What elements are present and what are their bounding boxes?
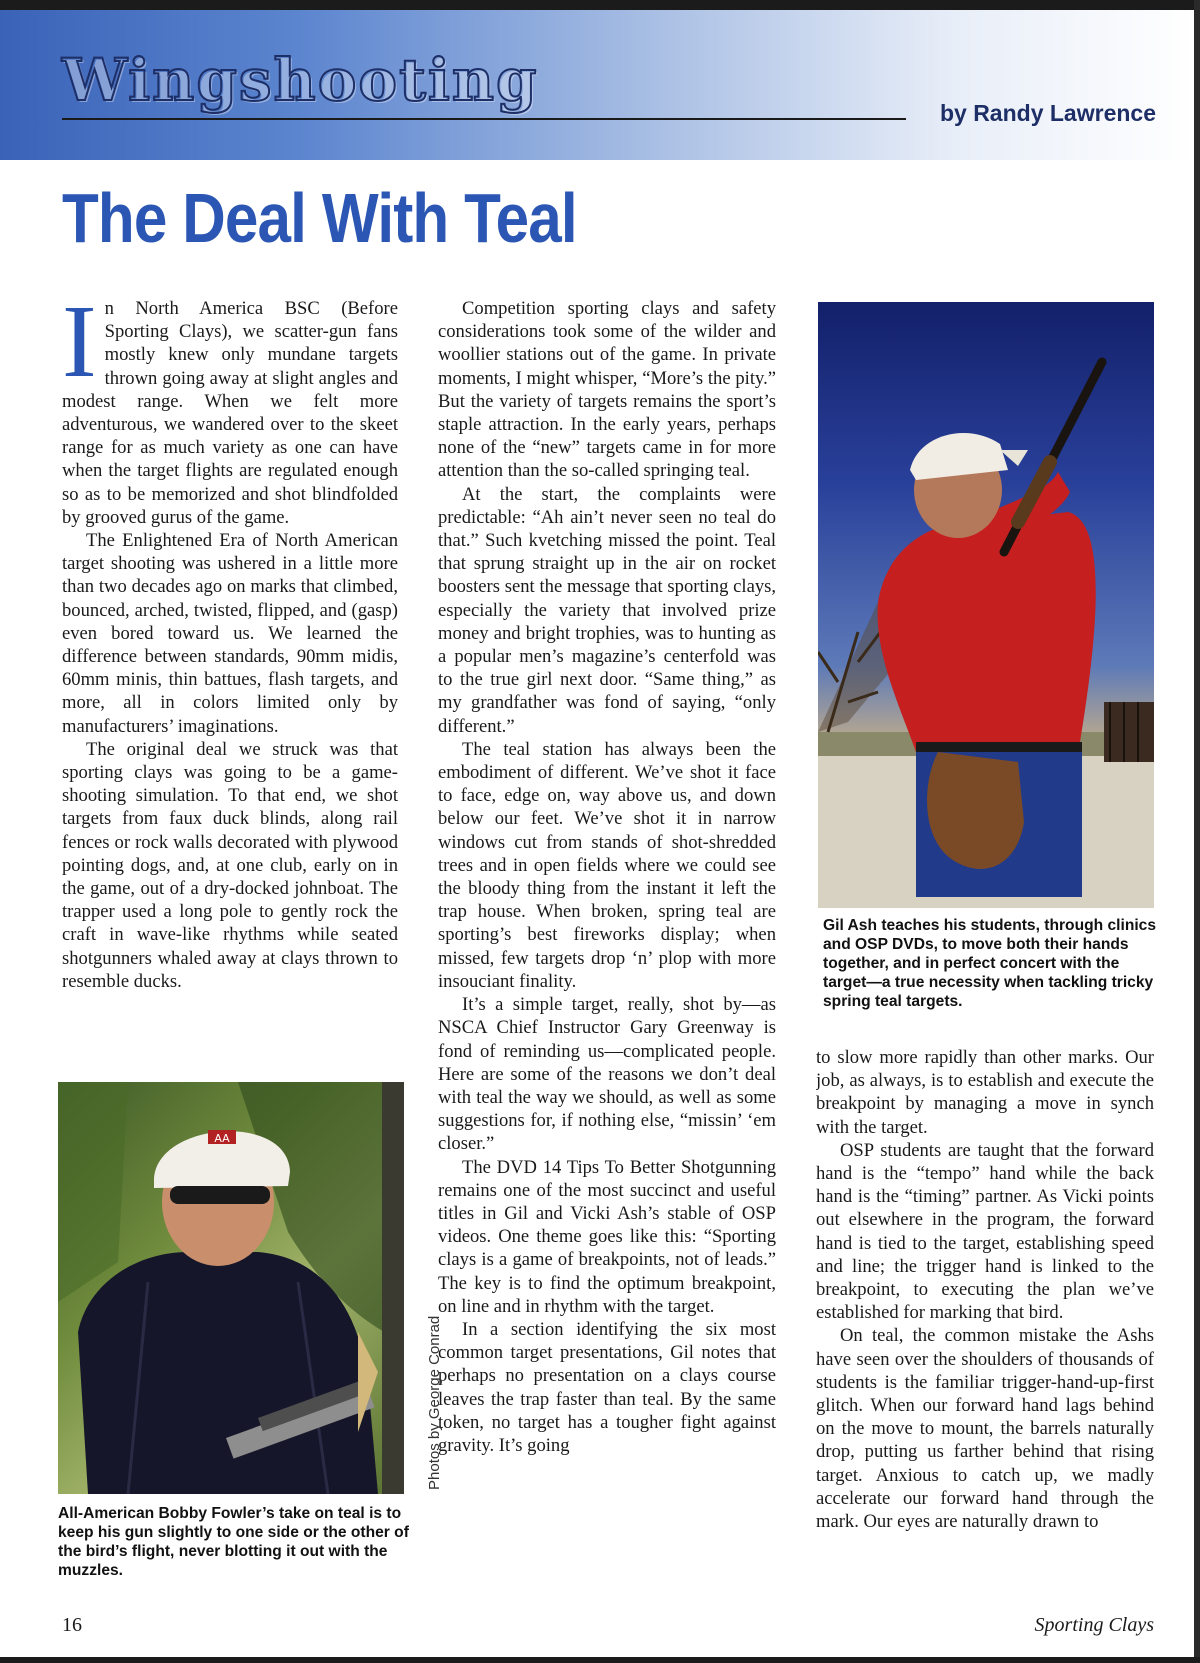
cap-logo: AA	[214, 1132, 230, 1145]
photo-bobby-fowler	[58, 1082, 404, 1494]
page-top-edge	[0, 0, 1200, 10]
article-column-2	[438, 297, 776, 1577]
photo-caption-right: Gil Ash teaches his students, through clinics and OSP DVDs, to move both their hands together, and in perfect concert with the target—a true necessity when tackling tricky spring teal targets.	[823, 917, 1157, 1010]
page-number: 16	[62, 1614, 82, 1636]
article-column-3	[816, 1046, 1154, 1584]
photo-caption-left: All-American Bobby Fowler’s take on teal is to keep his gun slightly to one side or the other of the bird’s flight, never blotting it out with the muzzles.	[58, 1505, 409, 1579]
paragraph: The original deal we struck was that sporting clays was going to be a game-shooting simulation. To that end, we shot targets from faux duck blinds, along rail fences or rock walls decorated with plywood pointing dogs, and, at one club, early on in the game, out of a dry-docked johnboat. The trapper used a long pole to gently rock the craft in wave-like rhythms while seated shotgunners whaled away at clays thrown to resemble ducks.	[62, 738, 398, 992]
paragraph: to slow more rapidly than other marks. Our job, as always, is to establish and execute the breakpoint by managing a move in synch with the target.	[816, 1047, 1154, 1138]
paragraph: It’s a simple target, really, shot by—as NSCA Chief Instructor Gary Greenway is fond of reminding us—complicated people. Here are some of the reasons we don’t deal with teal the way we should, as well as some suggestions for, if nothing else, “missin’ ‘em closer.”	[438, 994, 776, 1155]
paragraph: The DVD 14 Tips To Better Shotgunning remains one of the most succinct and useful titles in Gil and Vicki Ash’s stable of OSP videos. One theme goes like this: “Sporting clays is a game of breakpoints, not of leads.” The key is to find the optimum breakpoint, on line and in rhythm with the target.	[438, 1156, 776, 1317]
article-title: The Deal With Teal	[62, 179, 577, 257]
section-title: Wingshooting	[62, 46, 539, 114]
byline: by Randy Lawrence	[939, 100, 1156, 126]
paragraph: The Enlightened Era of North American target shooting was ushered in a little more than two decades ago on marks that climbed, bounced, arched, twisted, flipped, and (gasp) even bored toward us. We learned the difference between standards, 90mm midis, 60mm minis, thin battues, flash targets, and more, all in colors limited only by manufacturers’ imaginations.	[62, 530, 398, 737]
page-bottom-edge	[0, 1657, 1200, 1663]
article-column-1	[62, 297, 398, 1069]
paragraph: Competition sporting clays and safety considerations took some of the wilder and woollier stations out of the game. In private moments, I might whisper, “More’s the pity.” But the variety of targets remains the sport’s staple attraction. In the early years, perhaps none of the “new” targets came in for more attention than the so-called springing teal.	[438, 298, 776, 482]
paragraph: In a section identifying the six most common target presentations, Gil notes that perhaps no presentation on a clays course leaves the trap faster than teal. By the same token, no target has a tougher fight against gravity. It’s going	[438, 1318, 776, 1456]
paragraph: In North America BSC (Before Sporting Clays), we scatter-gun fans mostly knew only mundane targets thrown going away at slight angles and modest range. When we felt more adventurous, we wandered over to the skeet range for as much variety as one can have when the target flights are regulated enough so as to be memorized and shot blindfolded by grooved gurus of the game.	[62, 297, 398, 528]
photo-gil-ash-illustration	[818, 302, 1154, 908]
photo-bobby-fowler-illustration	[58, 1082, 404, 1494]
paragraph: On teal, the common mistake the Ashs have seen over the shoulders of thousands of students is the familiar trigger-hand-up-first glitch. When our forward hand lags behind on the move to mount, the barrels naturally drop, putting us farther behind that rising target. Anxious to catch up, we madly accelerate our forward hand through the mark. Our eyes are naturally drawn to	[816, 1325, 1154, 1533]
header-rule	[62, 118, 906, 120]
photo-credit: Photos by George Conrad	[426, 1315, 443, 1490]
photo-gil-ash-shooting	[818, 302, 1154, 908]
paragraph: At the start, the complaints were predictable: “Ah ain’t never seen no teal do that.” Such kvetching missed the point. Teal that sprung straight up in the air on rocket boosters sent the message that sporting clays, especially the variety that involved prize money and bright trophies, was to hunting as a popular men’s magazine’s centerfold was to the true girl next door. “Same thing,” as my grandfather was fond of saying, “only different.”	[438, 483, 776, 737]
drop-cap: I	[62, 297, 97, 399]
paragraph: OSP students are taught that the forward hand is the “tempo” hand while the back hand is the “timing” partner. As Vicki points out elsewhere in the program, the forward hand is tied to the target, establishing speed and line; the trigger hand is linked to the breakpoint, to executing the plan we’ve established for marking that bird.	[816, 1139, 1154, 1324]
magazine-name: Sporting Clays	[1034, 1614, 1154, 1636]
paragraph: The teal station has always been the embodiment of different. We’ve shot it face to face, edge on, way above us, and down below our feet. We’ve shot it in narrow windows cut from stands of shot-shredded trees and in open fields where we could see the bloody thing from the instant it left the trap house. When broken, spring teal are sporting’s best fireworks display; when missed, few targets drop ‘n’ plop with more insouciant finality.	[438, 738, 776, 992]
page-right-edge	[1194, 0, 1200, 1663]
